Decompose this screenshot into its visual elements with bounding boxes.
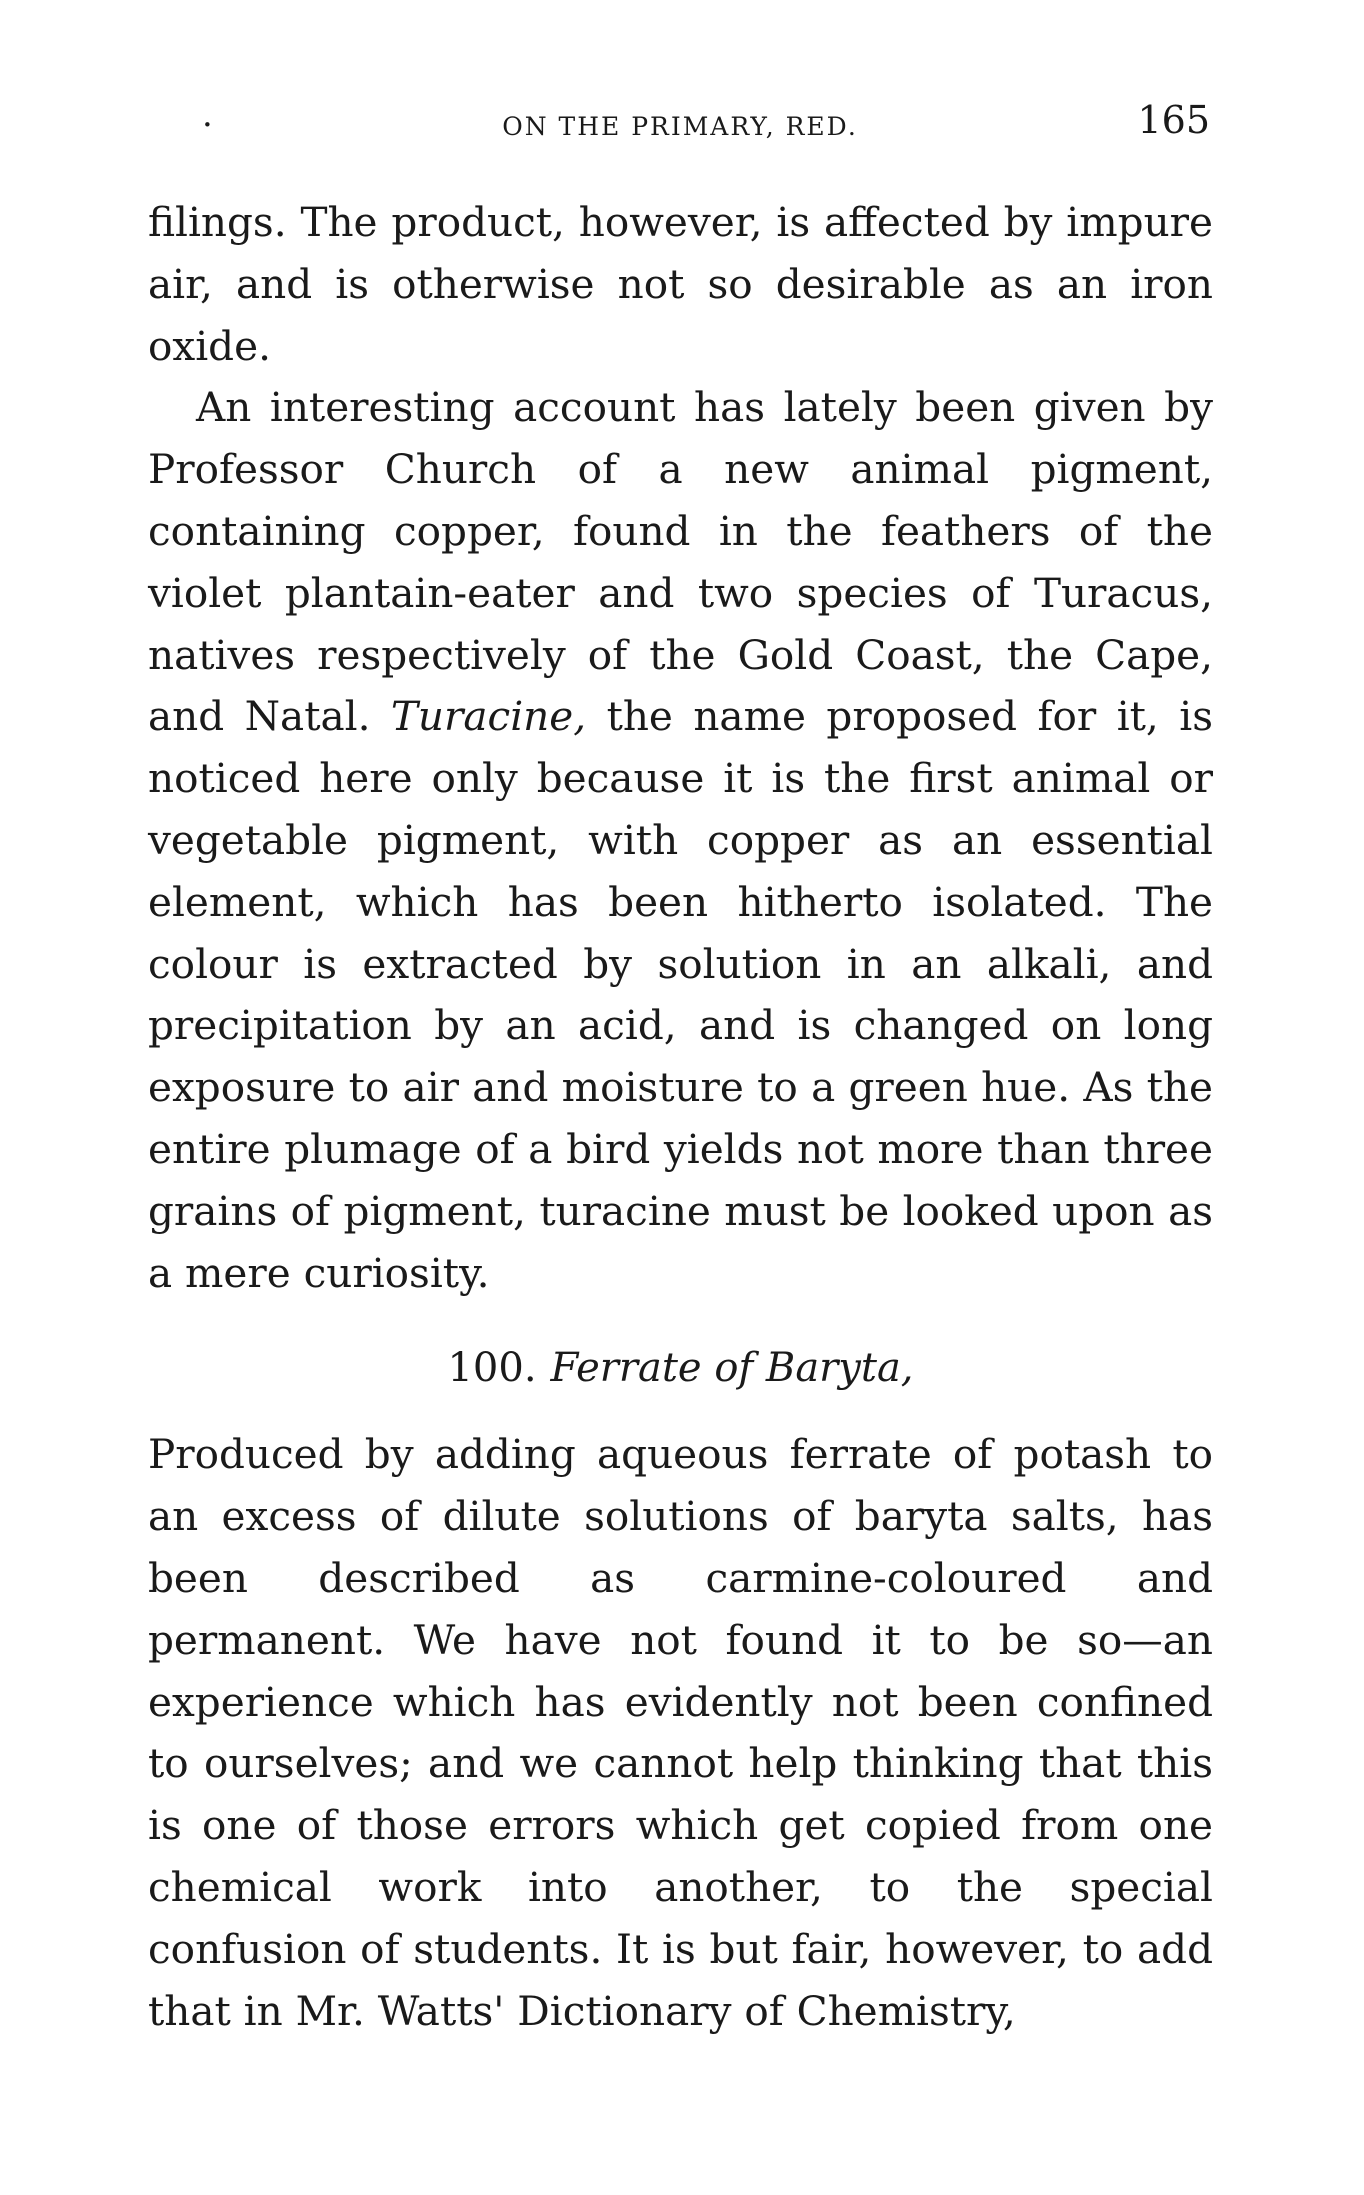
paragraph-ferrate: Produced by adding aqueous ferrate of potash to an excess of dilute solutions of baryta salts, has been described as carmine-coloured and permanent. We have not found it to be so—an experience which has evidently not been confined to ourselves; and we cannot help thinking that this is one of those errors which get copied from one chemical work into another, to the special confusion of students. It is but fair, however, to add that in Mr. Watts' Dictionary of Chemistry,: [148, 1430, 1213, 2035]
section-title: Ferrate of Baryta,: [550, 1345, 914, 1392]
page-header: [150, 100, 1210, 160]
header-marker: ·: [202, 105, 213, 145]
paragraph-filings: filings. The product, however, is affected by impure air, and is otherwise not so desirable as an iron oxide.: [148, 198, 1213, 370]
section-heading: [148, 1338, 1213, 1398]
section-number: 100.: [447, 1345, 537, 1392]
running-head: ON THE PRIMARY, RED.: [502, 112, 858, 141]
paragraph-turacine-part-1: An interesting account has lately been given by Professor Church of a new animal pigment, containing copper, found in the feathers of the violet plantain-eater and two species of Turacus, natives respectively of the Gold Coast, the Cape, and Natal.: [148, 383, 1213, 741]
paragraph-turacine-part-2: the name proposed for it, is noticed here only because it is the first animal or vegetable pigment, with copper as an essential element, which has been hitherto isolated. The colour is extracted by solution in an alkali, and precipitation by an acid, and is changed on long exposure to air and moisture to a green hue. As the entire plumage of a bird yields not more than three grains of pigment, turacine must be looked upon as a mere curiosity.: [148, 692, 1214, 1297]
body-text: [148, 192, 1213, 2042]
page-number: 165: [1137, 98, 1210, 142]
paragraph-turacine: [148, 377, 1213, 1304]
turacine-term: Turacine,: [390, 692, 587, 741]
